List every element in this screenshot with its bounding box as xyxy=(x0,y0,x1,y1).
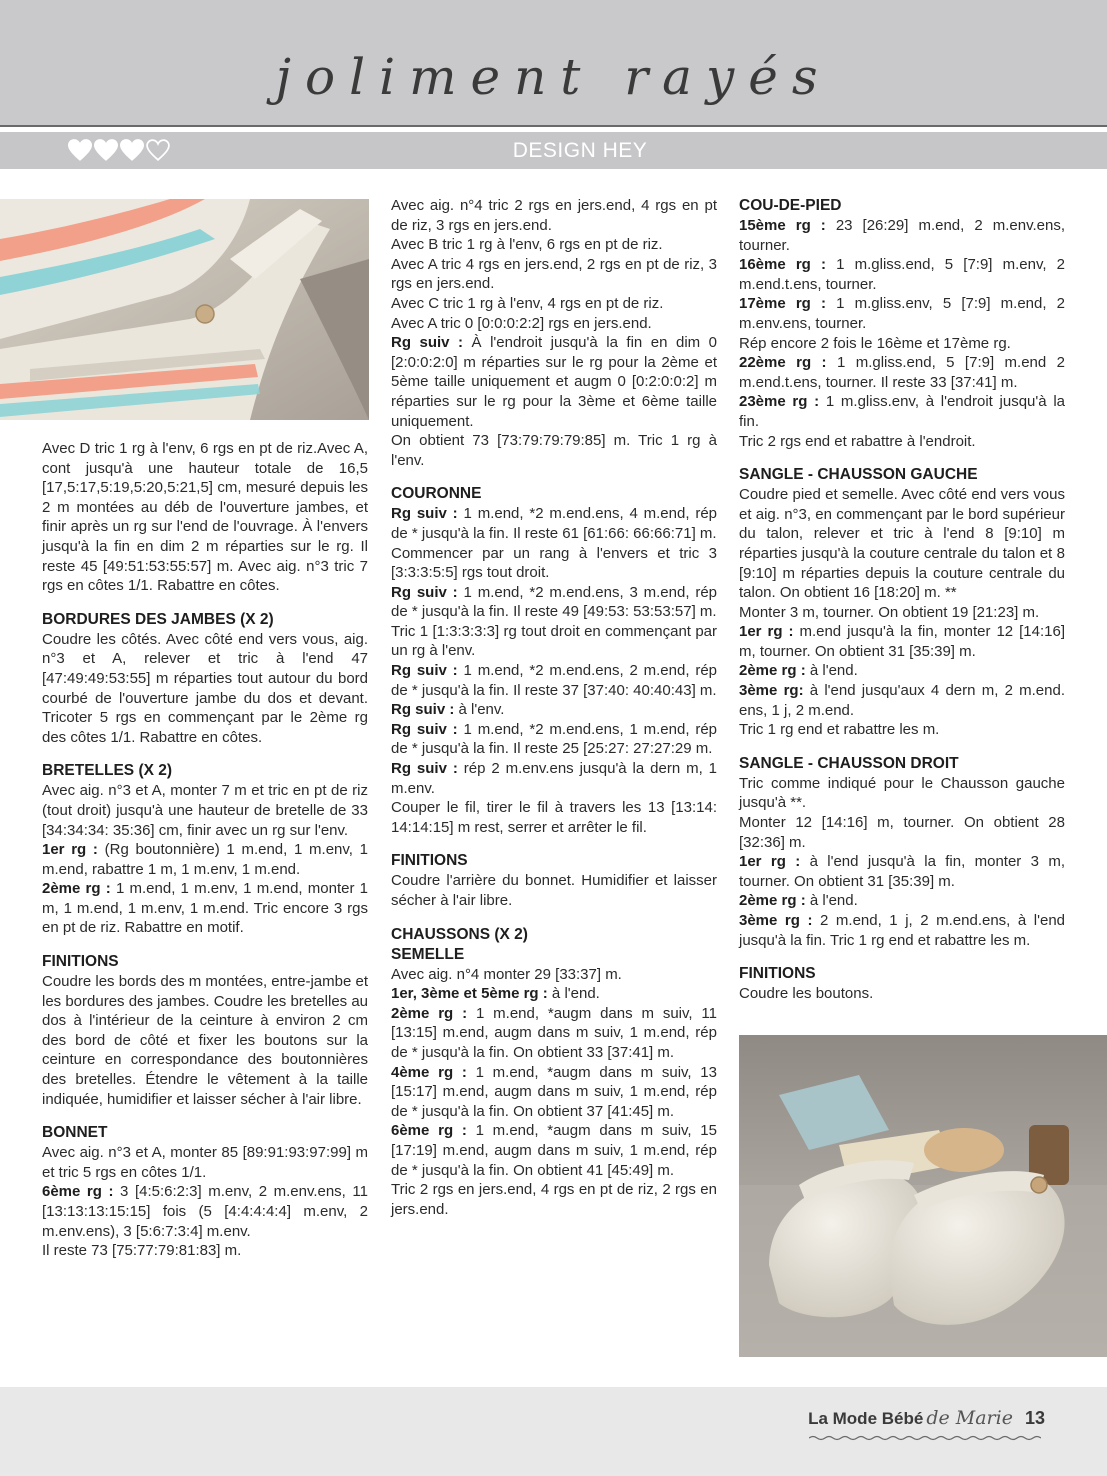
row-text: 1 m.gliss.env, 5 [7:9] m.end, 2 m.env.ens, tourner. xyxy=(739,295,1065,332)
magazine-name-script: de Marie xyxy=(926,1407,1013,1429)
instruction-row xyxy=(42,879,368,938)
paragraph: Monter 12 [14:16] m, tourner. On obtient 28 [32:36] m. xyxy=(739,814,1065,851)
column-middle xyxy=(391,196,717,1219)
row-text: à l'end. xyxy=(547,985,600,1003)
row-label: 2ème rg : xyxy=(739,662,806,680)
section-heading: COURONNE xyxy=(391,485,482,503)
row-label: Rg suiv : xyxy=(391,720,458,738)
section-heading: FINITIONS xyxy=(391,852,468,870)
sub-heading: SEMELLE xyxy=(391,945,465,963)
magazine-name: La Mode Bébé xyxy=(808,1409,924,1428)
instruction-row xyxy=(739,294,1065,333)
row-label: 1er rg : xyxy=(42,841,98,859)
instruction-row xyxy=(739,661,1065,681)
page-header xyxy=(0,0,1107,126)
row-text: 1 m.gliss.end, 5 [7:9] m.env, 2 m.end.t.ens, tourner. xyxy=(739,256,1065,293)
section-heading: FINITIONS xyxy=(739,965,816,983)
paragraph: Avec C tric 1 rg à l'env, 4 rgs en pt de riz. xyxy=(391,294,664,312)
instruction-row xyxy=(391,1004,717,1063)
instruction-row xyxy=(739,852,1065,891)
instruction-row xyxy=(739,353,1065,392)
row-label: 1er rg : xyxy=(739,853,801,871)
row-text: rép 2 m.env.ens jusqu'à la dern m, 1 m.env. xyxy=(391,760,717,797)
row-label: Rg suiv : xyxy=(391,760,458,778)
row-label: 4ème rg : xyxy=(391,1063,467,1081)
heart-outline-icon xyxy=(144,138,172,162)
row-label: 2ème rg : xyxy=(42,880,111,898)
paragraph: Il reste 73 [75:77:79:81:83] m. xyxy=(42,1242,242,1260)
instruction-row xyxy=(739,911,1065,950)
instruction-row xyxy=(739,255,1065,294)
knitted-striped-dungarees-and-hat-photo xyxy=(0,199,369,420)
instruction-row xyxy=(391,661,717,700)
knitted-baby-booties-photo xyxy=(739,1035,1107,1357)
row-label: 22ème rg : xyxy=(739,354,827,372)
heart-filled-icon xyxy=(118,138,146,162)
paragraph: Coudre l'arrière du bonnet. Humidifier et laisser sécher à l'air libre. xyxy=(391,872,717,909)
row-label: 1er rg : xyxy=(739,623,794,641)
section-heading: FINITIONS xyxy=(42,953,119,971)
row-text: À l'endroit jusqu'à la fin en dim 0 [2:0:0:2:0] m réparties sur le rg pour la 2ème et 5ème taille uniquement et augm 0 [0:2:0:0:2] m réparties sur le rg pour la 3ème et 6ème taille uniquement. xyxy=(391,334,718,430)
instruction-row xyxy=(42,1182,368,1241)
instruction-row xyxy=(391,700,717,720)
row-text: à l'env. xyxy=(454,701,505,719)
page-number: 13 xyxy=(1024,1408,1045,1428)
paragraph: Coudre les bords des m montées, entre-jambe et les bordures des jambes. Coudre les bretelles au dos à l'intérieur de la ceinture à environ 2 cm des bord de côté et fixer les boutons sur la ceinture en correspondance des boutonnières des bretelles. Étendre le vêtement à la taille indiquée, humidifier et laisser sécher à l'air libre. xyxy=(42,973,369,1108)
instruction-row xyxy=(391,1063,717,1122)
row-label: 2ème rg : xyxy=(739,892,806,910)
row-label: 3ème rg : xyxy=(739,912,813,929)
row-text: 1 m.end, *2 m.end.ens, 1 m.end, rép de * jusqu'à la fin. Il reste 25 [25:27: 27:27:29 m. xyxy=(391,720,718,758)
row-label: 2ème rg : xyxy=(391,1004,468,1022)
heart-filled-icon xyxy=(66,138,94,162)
section-heading: CHAUSSONS (X 2) xyxy=(391,925,528,943)
paragraph: Coudre les côtés. Avec côté end vers vous, aig. n°3 et A, relever et tric à l'end 47 [47:49:49:53:55] m réparties tout autour du bord courbé de l'ouverture jambe du dos et devant. Tricoter 5 rgs en commençant par le 2ème rg des côtes 1/1. Rabattre en côtes. xyxy=(42,630,368,746)
row-text: (Rg boutonnière) 1 m.end, 1 m.env, 1 m.end, rabattre 1 m, 1 m.env, 1 m.end. xyxy=(42,841,368,878)
section-heading: SANGLE - CHAUSSON GAUCHE xyxy=(739,466,978,484)
row-label: 23ème rg : xyxy=(739,393,820,411)
row-text: 1 m.end, *augm dans m suiv, 11 [13:15] m.end, augm dans m suiv, 1 m.end, rép de * jusqu'à la fin. On obtient 33 [37:41] m. xyxy=(391,1004,717,1061)
paragraph: On obtient 73 [73:79:79:79:85] m. Tric 1 rg à l'env. xyxy=(391,432,717,469)
instruction-row xyxy=(42,840,368,879)
section-heading: BRETELLES (X 2) xyxy=(42,762,173,780)
paragraph: Avec aig. n°3 et A, monter 85 [89:91:93:97:99] m et tric 5 rgs en côtes 1/1. xyxy=(42,1144,368,1181)
paragraph: Avec aig. n°4 monter 29 [33:37] m. xyxy=(391,965,622,983)
page-footer xyxy=(0,1387,1107,1476)
row-label: Rg suiv : xyxy=(391,662,458,680)
instruction-row xyxy=(739,392,1065,431)
row-text: 1 m.gliss.env, à l'endroit jusqu'à la fin. xyxy=(739,393,1065,430)
row-text: 23 [26:29] m.end, 2 m.env.ens, tourner. xyxy=(739,217,1065,254)
row-label: 16ème rg : xyxy=(739,256,826,274)
row-text: 1 m.end, *2 m.end.ens, 3 m.end, rép de * jusqu'à la fin. Il reste 49 [49:53: 53:53:57] m. xyxy=(391,583,718,621)
paragraph: Tric 1 rg end et rabattre les m. xyxy=(739,721,940,739)
section-heading: SANGLE - CHAUSSON DROIT xyxy=(739,754,959,772)
row-text: 1 m.end, *augm dans m suiv, 13 [15:17] m.end, augm dans m suiv, 1 m.end, rép de * jusqu'à la fin. On obtient 37 [41:45] m. xyxy=(391,1063,717,1120)
decorative-underline xyxy=(809,1435,1041,1441)
row-label: 6ème rg : xyxy=(391,1122,467,1140)
row-text: 3 [4:5:6:2:3] m.env, 2 m.env.ens, 11 [13:13:13:15:15] fois (5 [4:4:4:4:4] m.env, 2 m.env.ens), 3 [5:6:7:3:4] m.env. xyxy=(42,1183,368,1240)
paragraph: Coudre pied et semelle. Avec côté end vers vous et aig. n°3, en commençant par le bord supérieur du talon, relever et tric à l'end 8 [9:10] m réparties jusqu'à la couture centrale du talon et 8 [9:10] m réparties depuis la couture centrale du talon. On obtient 16 [18:20] m. ** xyxy=(739,486,1065,602)
instruction-row xyxy=(391,1121,717,1180)
section-heading: COU-DE-PIED xyxy=(739,197,842,214)
paragraph: Avec aig. n°4 tric 2 rgs en jers.end, 4 rgs en pt de riz, 3 rgs en jers.end. xyxy=(391,197,717,234)
paragraph: Tric 1 [1:3:3:3:3] rg tout droit en commençant par un rg à l'env. xyxy=(391,622,717,660)
row-text: 1 m.end, *augm dans m suiv, 15 [17:19] m.end, augm dans m suiv, 1 m.end, rép de * jusqu'à la fin. On obtient 41 [45:49] m. xyxy=(391,1122,717,1179)
row-label: 1er, 3ème et 5ème rg : xyxy=(391,985,548,1003)
column-right xyxy=(739,196,1065,1004)
instruction-row xyxy=(391,759,717,798)
instruction-row xyxy=(391,720,717,759)
footer-branding xyxy=(808,1407,1045,1429)
paragraph: Avec D tric 1 rg à l'env, 6 rgs en pt de riz.Avec A, cont jusqu'à une hauteur totale de 16,5 [17,5:17,5:19,5:20,5:21,5] cm, mesuré depuis les 2 m montées au déb de l'ouverture jambes, et finir après un rg sur l'end de l'ouvrage. À l'envers jusqu'à la fin en dim 2 m réparties sur le rg. Il reste 45 [49:51:53:55:57] m. Avec aig. n°3 tric 7 rgs en côtes 1/1. Rabattre en côtes. xyxy=(42,440,368,595)
paragraph: Avec B tric 1 rg à l'env, 6 rgs en pt de riz. xyxy=(391,236,663,254)
paragraph: Tric comme indiqué pour le Chausson gauche jusqu'à **. xyxy=(739,774,1065,812)
row-label: Rg suiv : xyxy=(391,583,458,601)
paragraph: Commencer par un rang à l'envers et tric 3 [3:3:3:5:5] rgs tout droit. xyxy=(391,544,717,582)
paragraph: Avec A tric 4 rgs en jers.end, 2 rgs en pt de riz, 3 rgs en jers.end. xyxy=(391,255,717,293)
row-text: à l'end jusqu'à la fin, monter 3 m, tourner. On obtient 31 [35:39] m. xyxy=(739,853,1065,890)
paragraph: Couper le fil, tirer le fil à travers les 13 [13:14: 14:14:15] m rest, serrer et arrêter le fil. xyxy=(391,799,717,836)
instruction-row xyxy=(739,622,1065,661)
paragraph: Avec aig. n°3 et A, monter 7 m et tric en pt de riz (tout droit) jusqu'à une hauteur de bretelle de 33 [34:34:34: 35:36] cm, finir avec un rg sur l'env. xyxy=(42,782,368,839)
row-text: 1 m.end, *2 m.end.ens, 4 m.end, rép de * jusqu'à la fin. Il reste 61 [61:66: 66:66:71] m. xyxy=(391,505,718,542)
column-left xyxy=(42,439,368,1261)
instruction-row xyxy=(391,333,717,431)
row-label: 3ème rg: xyxy=(739,682,804,700)
row-text: 2 m.end, 1 j, 2 m.end.ens, à l'end jusqu'à la fin. Tric 1 rg end et rabattre les m. xyxy=(739,912,1066,949)
row-label: Rg suiv : xyxy=(391,334,464,352)
row-label: 17ème rg : xyxy=(739,295,826,313)
row-label: 6ème rg : xyxy=(42,1183,114,1201)
header-divider xyxy=(0,125,1107,127)
row-text: 1 m.end, 1 m.env, 1 m.end, monter 1 m, 1 m.end, 1 m.env, 1 m.end. Tric encore 3 rgs en pt de riz. Rabattre en motif. xyxy=(42,880,368,937)
paragraph: Tric 2 rgs en jers.end, 4 rgs en pt de riz, 2 rgs en jers.end. xyxy=(391,1181,717,1218)
instruction-row xyxy=(739,891,1065,911)
paragraph: Avec A tric 0 [0:0:0:2:2] rgs en jers.end. xyxy=(391,314,652,332)
section-heading: BORDURES DES JAMBES (X 2) xyxy=(42,610,274,628)
instruction-row xyxy=(391,504,717,543)
hearts-difficulty-icon xyxy=(66,136,170,164)
row-label: Rg suiv : xyxy=(391,505,458,523)
row-label: 15ème rg : xyxy=(739,217,826,234)
row-text: à l'end. xyxy=(805,892,858,910)
heart-filled-icon xyxy=(92,138,120,162)
designer-bar xyxy=(0,132,1107,169)
instruction-row xyxy=(391,984,717,1004)
instruction-row xyxy=(739,216,1065,255)
row-text: à l'end jusqu'aux 4 dern m, 2 m.end. ens, 1 j, 2 m.end. xyxy=(739,682,1065,719)
row-text: 1 m.end, *2 m.end.ens, 2 m.end, rép de * jusqu'à la fin. Il reste 37 [37:40: 40:40:43] m. xyxy=(391,662,718,699)
instruction-row xyxy=(739,681,1065,720)
page-title: joliment rayés xyxy=(275,48,832,106)
section-heading: BONNET xyxy=(42,1124,108,1142)
paragraph: Tric 2 rgs end et rabattre à l'endroit. xyxy=(739,432,976,450)
row-text: à l'end. xyxy=(805,662,858,680)
row-text: 1 m.gliss.end, 5 [7:9] m.end 2 m.end.t.ens, tourner. Il reste 33 [37:41] m. xyxy=(739,354,1065,391)
paragraph: Rép encore 2 fois le 16ème et 17ème rg. xyxy=(739,334,1011,352)
row-text: m.end jusqu'à la fin, monter 12 [14:16] m, tourner. On obtient 31 [35:39] m. xyxy=(739,623,1066,660)
instruction-row xyxy=(391,583,717,622)
row-label: Rg suiv : xyxy=(391,701,455,719)
paragraph: Coudre les boutons. xyxy=(739,985,874,1003)
paragraph: Monter 3 m, tourner. On obtient 19 [21:23] m. xyxy=(739,603,1040,621)
designer-credit: DESIGN HEY xyxy=(512,139,648,162)
